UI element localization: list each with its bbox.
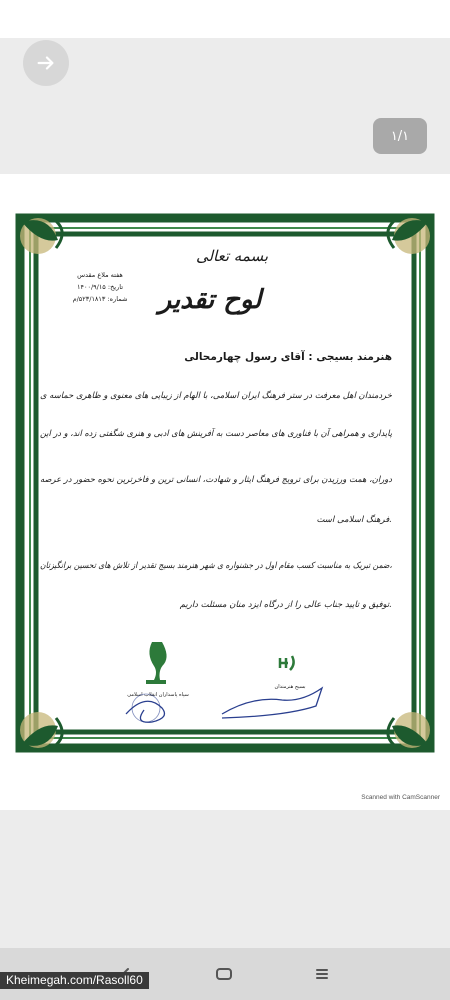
site-watermark: Kheimegah.com/Rasoll60 (0, 972, 149, 989)
recipient-line: هنرمند بسیجی : آقای رسول چهارمحالی (184, 351, 392, 363)
forward-button[interactable] (23, 40, 69, 86)
left-emblem (126, 642, 189, 722)
attachment-label: هفته ملاع مقدس (77, 271, 123, 279)
body-line: دوران، همت ورزیدن برای ترویج فرهنگ ایثار و شهادت، انسانی ترین و فاخرترین نحوه حضور در عرصه (40, 475, 399, 485)
scanner-watermark: Scanned with CamScanner (361, 794, 440, 801)
left-seal (132, 694, 160, 722)
right-stamp-text: بسیج هنرمندان (274, 684, 306, 690)
left-stamp-text: سپاه پاسداران انقلاب اسلامی (127, 692, 189, 698)
right-emblem (222, 656, 322, 718)
body-line: پایداری و همراهی آن با فناوری های معاصر دست به آفرینش های ادبی و هنری شگفتی زده اند، و در این (40, 429, 404, 439)
corner-ornament-tr (388, 218, 430, 254)
page-counter: ۱/۱ (373, 118, 427, 154)
number-label: شماره: ۵۲۳/۱۸۱۳/م (72, 295, 128, 303)
right-signature (222, 688, 322, 718)
corner-ornament-bl (20, 712, 62, 748)
arrow-right-icon (35, 52, 57, 74)
status-bar (0, 0, 450, 38)
certificate (0, 174, 450, 810)
left-signature (126, 701, 164, 722)
nav-recents-button[interactable] (308, 960, 336, 988)
home-square-icon (215, 966, 233, 982)
date-label: تاریخ: ۱۴۰۰/۹/۱۵ (76, 283, 124, 291)
nav-home-button[interactable] (210, 960, 238, 988)
recents-icon (314, 966, 330, 982)
corner-ornament-br (388, 712, 430, 748)
basmala-heading: بسمه تعالی (195, 247, 269, 265)
body-line: فرهنگ اسلامی است. (316, 515, 392, 525)
body-line: توفیق و تایید جناب عالی را از درگاه ایزد منان مسئلت داریم. (179, 600, 392, 610)
certificate-title: لوح تقدیر (158, 285, 262, 315)
body-line: ضمن تبریک به مناسبت کسب مقام اول در جشنواره ی شهر هنرمند بسیج تقدیر از تلاش های تحسین برانگیزتان، (40, 561, 429, 571)
document-page (0, 174, 450, 810)
body-line: خردمندان اهل معرفت در ستر فرهنگ ایران اسلامی، با الهام از زیبایی های معنوی و ظاهری حماسه ی (40, 391, 398, 401)
corner-ornament-tl (20, 218, 62, 254)
